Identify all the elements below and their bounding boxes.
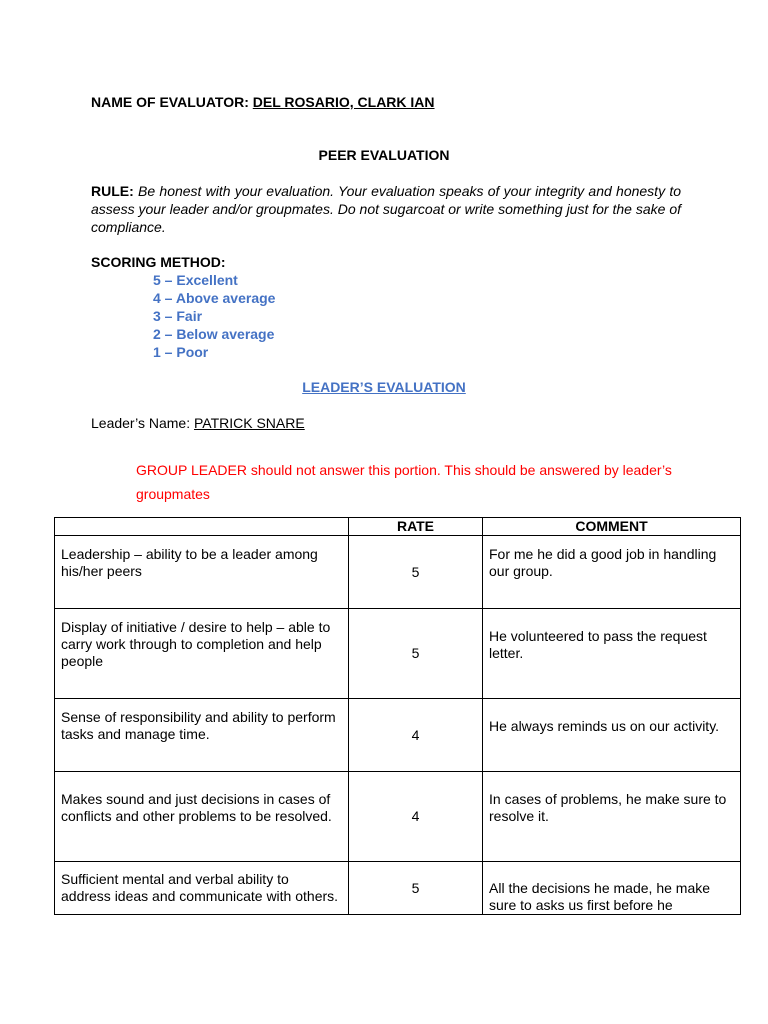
criterion-cell: Sense of responsibility and ability to perform tasks and manage time.	[61, 709, 336, 742]
comment-cell: He volunteered to pass the request letter.	[489, 627, 707, 661]
evaluator-label: NAME OF EVALUATOR:	[91, 94, 249, 110]
evaluator-line	[91, 94, 435, 110]
rate-cell: 4	[411, 808, 420, 824]
criterion-cell: Sufficient mental and verbal ability to address ideas and communicate with others.	[61, 871, 339, 904]
scale-item-4: 4 – Above average	[153, 290, 276, 306]
comment-cell: He always reminds us on our activity.	[489, 717, 720, 734]
page-title: PEER EVALUATION	[318, 147, 450, 163]
leader-name-line	[91, 415, 305, 431]
rate-cell: 5	[411, 563, 420, 580]
table-row	[55, 699, 741, 772]
evaluator-name: DEL ROSARIO, CLARK IAN	[252, 94, 435, 110]
table-row	[55, 772, 741, 862]
table-header-row	[55, 518, 741, 536]
instruction-note: GROUP LEADER should not answer this portion. This should be answered by leader’s groupmates	[136, 462, 672, 502]
scale-item-1: 1 – Poor	[153, 344, 209, 360]
scoring-scale-list	[153, 271, 275, 361]
leader-evaluation-heading: LEADER’S EVALUATION	[302, 379, 466, 395]
rule-label: RULE:	[91, 183, 134, 199]
criterion-cell: Leadership – ability to be a leader among his/her peers	[61, 546, 318, 579]
leader-name-value: PATRICK SNARE	[193, 415, 305, 431]
rate-cell: 4	[411, 726, 420, 743]
comment-cell: All the decisions he made, he make sure to asks us first before he	[489, 880, 711, 913]
comment-cell: In cases of problems, he make sure to resolve it.	[489, 790, 727, 824]
scoring-method-label: SCORING METHOD:	[91, 254, 226, 270]
comment-cell: For me he did a good job in handling our group.	[489, 546, 717, 579]
scale-item-5: 5 – Excellent	[153, 272, 238, 288]
leader-evaluation-table	[54, 517, 741, 915]
table-row	[55, 609, 741, 699]
leader-name-label: Leader’s Name:	[91, 415, 191, 431]
rule-paragraph	[91, 182, 681, 236]
scale-item-3: 3 – Fair	[153, 308, 203, 324]
rate-cell: 5	[411, 879, 420, 896]
header-criterion	[55, 518, 349, 536]
rate-cell: 5	[411, 645, 420, 661]
scale-item-2: 2 – Below average	[153, 326, 275, 342]
criterion-cell: Makes sound and just decisions in cases of conflicts and other problems to be resolved.	[61, 790, 332, 824]
table-row	[55, 536, 741, 609]
criterion-cell: Display of initiative / desire to help – able to carry work through to completion and help people	[61, 619, 331, 669]
header-rate: RATE	[349, 518, 483, 536]
rule-text: Be honest with your evaluation. Your evaluation speaks of your integrity and honesty to assess your leader and/or groupmates. Do not sugarcoat or write something just for the sake of compliance.	[91, 183, 681, 235]
header-comment: COMMENT	[483, 518, 741, 536]
table-row	[55, 862, 741, 915]
